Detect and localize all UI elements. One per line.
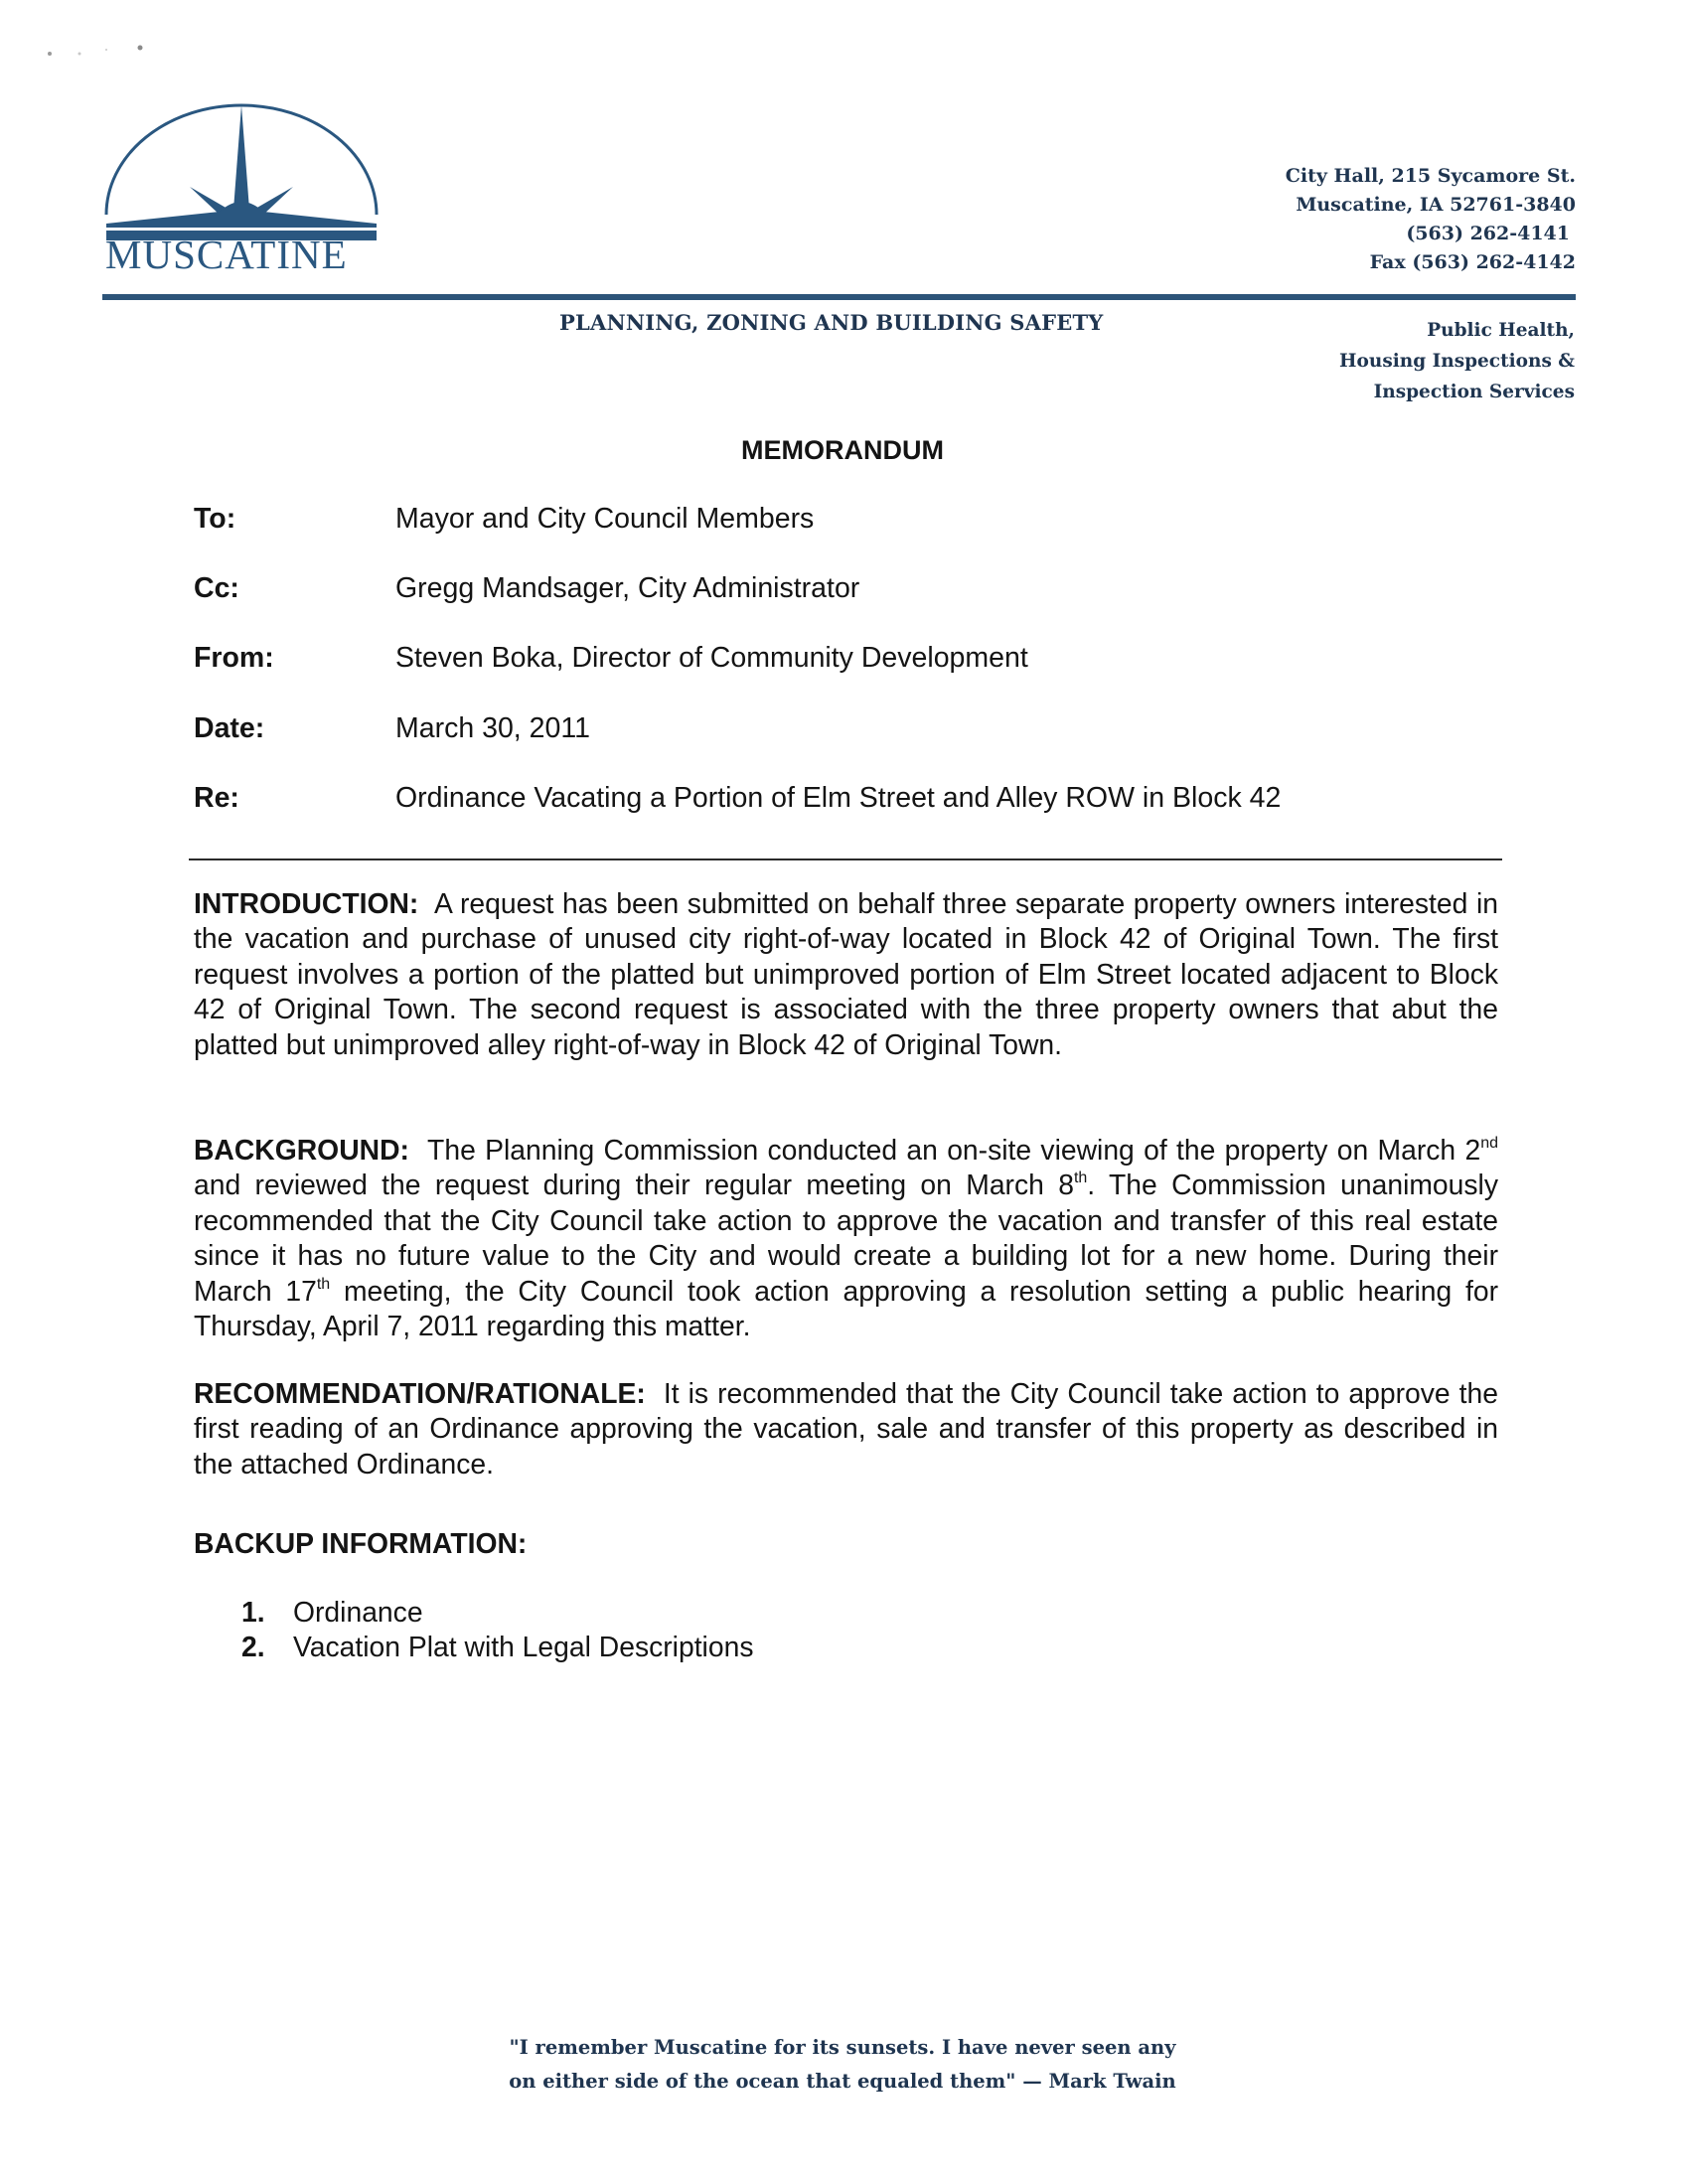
field-value: Ordinance Vacating a Portion of Elm Street and Alley ROW in Block 42 — [395, 782, 1282, 814]
memo-title: MEMORANDUM — [741, 435, 944, 465]
field-value: March 30, 2011 — [395, 712, 590, 744]
division-line: Housing Inspections & — [1339, 351, 1575, 372]
footer-quote — [0, 2031, 1685, 2099]
division-line: Public Health, — [1427, 320, 1575, 341]
field-value: Gregg Mandsager, City Administrator — [395, 572, 860, 604]
field-label: Date: — [194, 712, 265, 744]
ordinal-suffix: th — [1073, 1170, 1088, 1187]
section-heading: BACKGROUND: — [194, 1134, 409, 1166]
field-label: Re: — [194, 782, 239, 814]
list-number: 1. — [241, 1596, 265, 1628]
background-paragraph — [194, 1133, 1498, 1343]
scan-specks — [40, 40, 159, 70]
list-item — [241, 1631, 753, 1663]
logo-wordmark: MUSCATINE — [105, 232, 348, 277]
field-value: Steven Boka, Director of Community Development — [395, 642, 1028, 674]
address-line: Muscatine, IA 52761-3840 — [1296, 194, 1576, 216]
ordinal-suffix: th — [316, 1275, 331, 1293]
paragraph-text: meeting, the City Council took action approving a resolution setting a public hearing for Thursday, April 7, 2011 regarding this matter. — [194, 1274, 1498, 1342]
header-rule — [102, 294, 1576, 300]
list-item — [241, 1596, 423, 1629]
phone-line: (563) 262-4141 — [1406, 223, 1570, 244]
field-label: Cc: — [194, 572, 239, 604]
address-line: City Hall, 215 Sycamore St. — [1285, 165, 1576, 187]
list-label: Vacation Plat with Legal Descriptions — [293, 1631, 754, 1662]
list-label: Ordinance — [293, 1596, 423, 1628]
paragraph-text: . The Commission unanimously recommended that the City Council take action to approve the vacation and transfer of this real estate since it has no future value to the City and would create a building lot for a new home. During their March 17 — [194, 1169, 1498, 1307]
recommendation-paragraph — [194, 1376, 1498, 1482]
ordinal-suffix: nd — [1480, 1135, 1499, 1152]
paragraph-text: The Planning Commission conducted an on-site viewing of the property on March 2 — [427, 1134, 1481, 1166]
divisions-block — [1339, 315, 1575, 407]
section-heading: INTRODUCTION: — [194, 887, 419, 919]
memo-divider — [189, 858, 1502, 860]
field-label: To: — [194, 503, 236, 535]
introduction-paragraph — [194, 886, 1498, 1062]
section-heading: RECOMMENDATION/RATIONALE: — [194, 1377, 646, 1409]
paragraph-text: A request has been submitted on behalf three separate property owners interested in the vacation and purchase of unused city right-of-way located in Block 42 of Original Town. The first request involves a portion of the platted but unimproved portion of Elm Street located adjacent to Block 42 of Original Town. The second request is associated with the three property owners that abut the platted but unimproved alley right-of-way in Block 42 of Original Town. — [194, 887, 1498, 1060]
address-block — [1286, 162, 1576, 277]
fax-line: Fax (563) 262-4142 — [1369, 251, 1576, 273]
field-label: From: — [194, 642, 274, 674]
list-number: 2. — [241, 1631, 265, 1662]
paragraph-text: It is recommended that the City Council take action to approve the first reading of an Ordinance approving the vacation, sale and transfer of this property as described in the attached Ordinance. — [194, 1377, 1498, 1480]
quote-line: "I remember Muscatine for its sunsets. I have never seen any — [509, 2036, 1176, 2059]
section-heading: BACKUP INFORMATION: — [194, 1527, 528, 1559]
department-name: PLANNING, ZONING AND BUILDING SAFETY — [559, 310, 1104, 335]
field-value: Mayor and City Council Members — [395, 503, 815, 535]
division-line: Inspection Services — [1373, 382, 1575, 402]
quote-line: on either side of the ocean that equaled them" — Mark Twain — [509, 2070, 1176, 2093]
paragraph-text: and reviewed the request during their regular meeting on March 8 — [194, 1169, 1074, 1201]
